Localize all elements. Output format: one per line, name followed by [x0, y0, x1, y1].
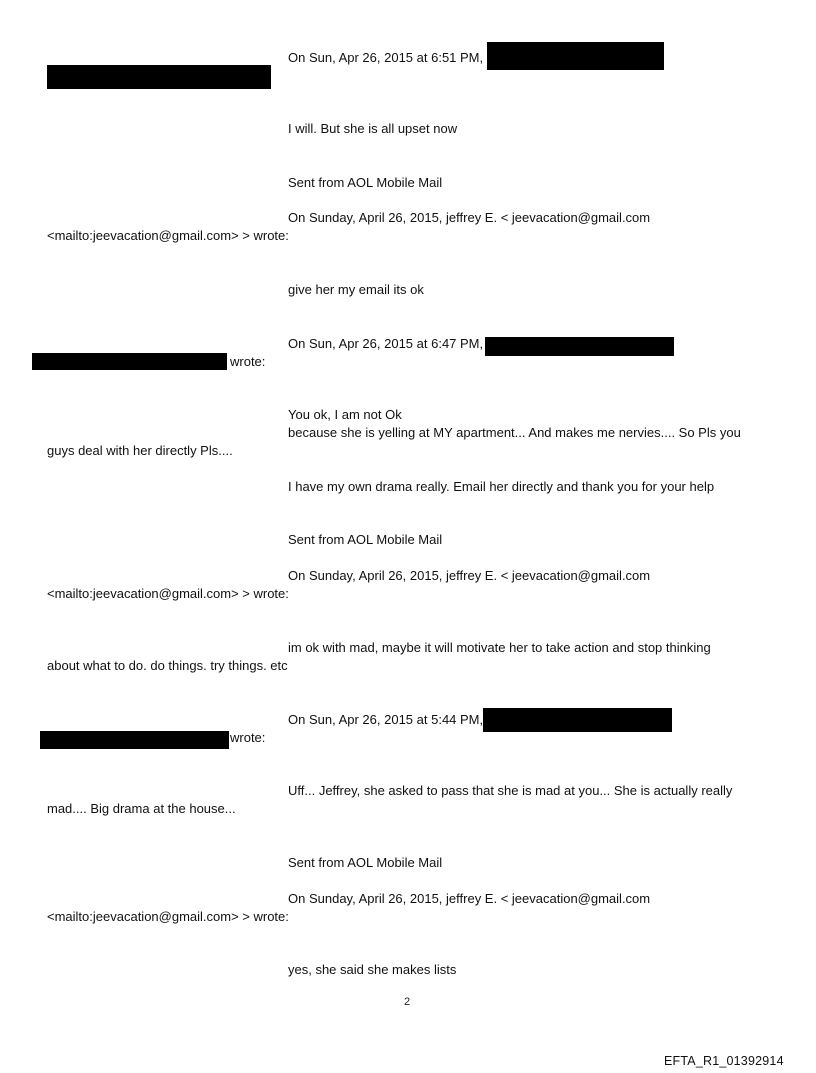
document-id: EFTA_R1_01392914 — [664, 1054, 784, 1068]
email-header-line: On Sun, Apr 26, 2015 at 6:47 PM, — [288, 336, 484, 351]
message-line: im ok with mad, maybe it will motivate her to take action and stop thinking — [288, 640, 711, 655]
signature-line: Sent from AOL Mobile Mail — [288, 532, 443, 547]
email-header-line: On Sunday, April 26, 2015, jeffrey E. < jeevacation@gmail.com — [288, 210, 651, 225]
redaction-box — [485, 337, 674, 356]
message-line: I will. But she is all upset now — [288, 121, 458, 136]
email-header-line: On Sun, Apr 26, 2015 at 6:51 PM, — [288, 50, 484, 65]
message-line: about what to do. do things. try things. etc — [47, 658, 288, 673]
message-line: mad.... Big drama at the house... — [47, 801, 236, 816]
email-header-line: On Sun, Apr 26, 2015 at 5:44 PM, — [288, 712, 484, 727]
message-line: Uff... Jeffrey, she asked to pass that she is mad at you... She is actually really — [288, 783, 733, 798]
signature-line: Sent from AOL Mobile Mail — [288, 175, 443, 190]
message-line: yes, she said she makes lists — [288, 962, 457, 977]
message-line: guys deal with her directly Pls.... — [47, 443, 233, 458]
redaction-box — [32, 353, 227, 370]
email-header-line: On Sunday, April 26, 2015, jeffrey E. < jeevacation@gmail.com — [288, 568, 651, 583]
email-header-line: wrote: — [230, 730, 266, 745]
email-header-line: <mailto:jeevacation@gmail.com> > wrote: — [47, 228, 289, 243]
redaction-box — [47, 65, 271, 89]
signature-line: Sent from AOL Mobile Mail — [288, 855, 443, 870]
redaction-box — [40, 731, 229, 749]
redaction-box — [483, 708, 672, 732]
redaction-box — [487, 42, 664, 70]
email-header-line: <mailto:jeevacation@gmail.com> > wrote: — [47, 909, 289, 924]
message-line: You ok, I am not Ok — [288, 407, 402, 422]
message-line: give her my email its ok — [288, 282, 424, 297]
email-header-line: <mailto:jeevacation@gmail.com> > wrote: — [47, 586, 289, 601]
email-header-line: On Sunday, April 26, 2015, jeffrey E. < jeevacation@gmail.com — [288, 891, 651, 906]
page-number: 2 — [404, 996, 411, 1008]
message-line: I have my own drama really. Email her directly and thank you for your help — [288, 479, 715, 494]
email-header-line: wrote: — [230, 354, 266, 369]
message-line: because she is yelling at MY apartment... And makes me nervies.... So Pls you — [288, 425, 741, 440]
